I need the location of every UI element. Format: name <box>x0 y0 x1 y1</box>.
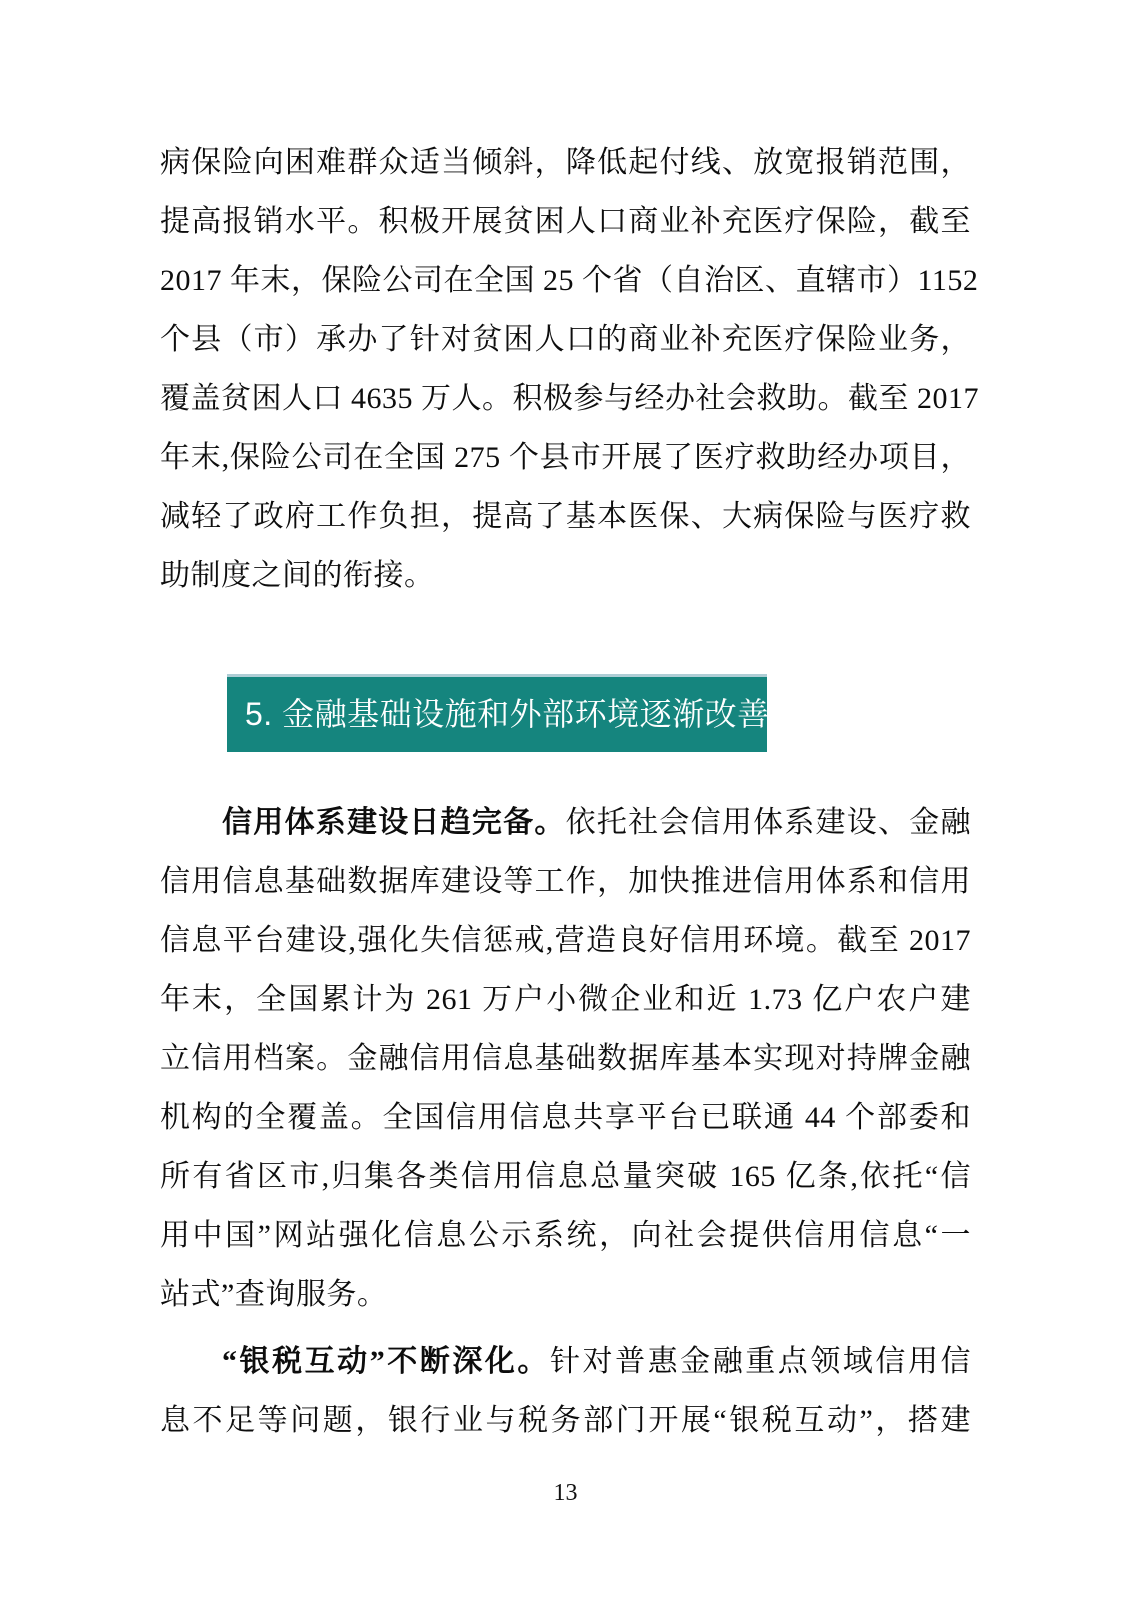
page-number: 13 <box>553 1480 578 1506</box>
section-heading-banner <box>227 674 770 752</box>
text-line: 助制度之间的衔接。 <box>160 559 435 592</box>
text-line: 2017 年末，保险公司在全国 25 个省（自治区、直辖市）1152 <box>160 264 979 297</box>
paragraph-lead-bold: “银税互动”不断深化。 <box>222 1345 550 1378</box>
text-line <box>160 1332 971 1391</box>
paragraph-credit-system <box>160 793 971 1324</box>
text-line: 覆盖贫困人口 4635 万人。积极参与经办社会救助。截至 2017 <box>160 382 979 415</box>
text-line: 信息平台建设,强化失信惩戒,营造良好信用环境。截至 2017 <box>160 924 971 957</box>
text-line: 用中国”网站强化信息公示系统，向社会提供信用信息“一 <box>160 1219 971 1252</box>
text-line: 立信用档案。金融信用信息基础数据库基本实现对持牌金融 <box>160 1042 971 1075</box>
text-line: 年末,保险公司在全国 275 个县市开展了医疗救助经办项目， <box>160 441 971 474</box>
text-line: 个县（市）承办了针对贫困人口的商业补充医疗保险业务， <box>160 323 971 356</box>
text-line: 站式”查询服务。 <box>160 1278 388 1311</box>
text-line: 提高报销水平。积极开展贫困人口商业补充医疗保险，截至 <box>160 205 971 238</box>
paragraph-lead-rest: 针对普惠金融重点领域信用信 <box>549 1345 972 1378</box>
text-line: 病保险向困难群众适当倾斜，降低起付线、放宽报销范围， <box>160 146 971 179</box>
section-heading-label: 5. 金融基础设施和外部环境逐渐改善 <box>245 696 770 732</box>
paragraph-continuation <box>160 133 979 605</box>
text-line: 信用信息基础数据库建设等工作，加快推进信用体系和信用 <box>160 865 971 898</box>
paragraph-bank-tax <box>160 1332 971 1450</box>
text-line: 减轻了政府工作负担，提高了基本医保、大病保险与医疗救 <box>160 500 971 533</box>
paragraph-lead-bold: 信用体系建设日趋完备。 <box>222 806 566 839</box>
text-line <box>160 793 971 852</box>
paragraph-lead-rest: 依托社会信用体系建设、金融 <box>565 806 972 839</box>
text-line: 息不足等问题，银行业与税务部门开展“银税互动”，搭建 <box>160 1404 971 1437</box>
page-content <box>160 133 979 1450</box>
text-line: 机构的全覆盖。全国信用信息共享平台已联通 44 个部委和 <box>160 1101 971 1134</box>
text-line: 年末，全国累计为 261 万户小微企业和近 1.73 亿户农户建 <box>160 983 971 1016</box>
text-line: 所有省区市,归集各类信用信息总量突破 165 亿条,依托“信 <box>160 1160 971 1193</box>
